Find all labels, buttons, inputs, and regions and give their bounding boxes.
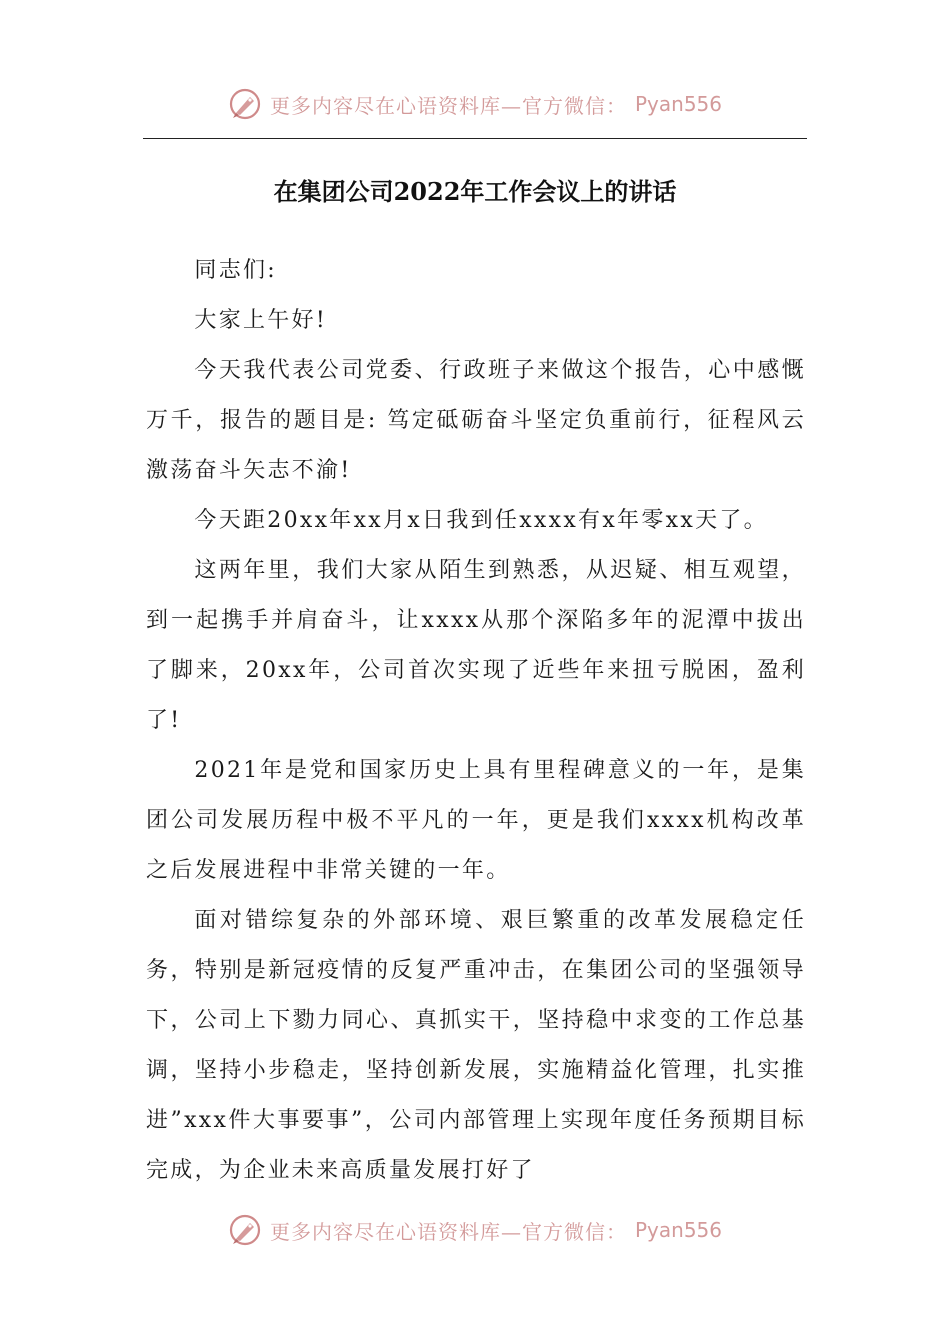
paragraph: 2021年是党和国家历史上具有里程碑意义的一年，是集团公司发展历程中极不平凡的一年，更是我们xxxx机构改革之后发展进程中非常关键的一年。 [146, 758, 806, 883]
document-body [146, 246, 806, 1196]
paragraph: 面对错综复杂的外部环境、艰巨繁重的改革发展稳定任务，特别是新冠疫情的反复严重冲击，在集团公司的坚强领导下，公司上下勠力同心、真抓实干，坚持稳中求变的工作总基调，坚持小步稳走，坚持创新发展，实施精益化管理，扎实推进”xxx件大事要事”，公司内部管理上实现年度任务预期目标完成，为企业未来高质量发展打好了 [146, 908, 806, 1183]
pen-nib-logo-icon [228, 1213, 262, 1247]
pen-nib-logo-icon [228, 87, 262, 121]
paragraph: 这两年里，我们大家从陌生到熟悉，从迟疑、相互观望，到一起携手并肩奋斗，让xxxx从那个深陷多年的泥潭中拔出了脚来，20xx年，公司首次实现了近些年来扭亏脱困，盈利了! [146, 558, 806, 733]
header-divider [143, 138, 807, 139]
paragraph-salutation: 同志们: [194, 258, 278, 283]
watermark-wechat-id: Pyan556 [634, 1218, 722, 1242]
footer-watermark [0, 1210, 950, 1250]
document-title: 在集团公司2022年工作会议上的讲话 [273, 177, 677, 206]
watermark-text: 更多内容尽在心语资料库—官方微信： [269, 93, 627, 118]
paragraph-greeting: 大家上午好! [194, 308, 328, 333]
watermark-text: 更多内容尽在心语资料库—官方微信： [269, 1219, 627, 1244]
header-watermark [0, 84, 950, 124]
paragraph: 今天距20xx年xx月x日我到任xxxx有x年零xx天了。 [194, 508, 768, 533]
watermark-wechat-id: Pyan556 [634, 92, 722, 116]
paragraph: 今天我代表公司党委、行政班子来做这个报告，心中感慨万千，报告的题目是: 笃定砥砺奋斗坚定负重前行，征程风云激荡奋斗矢志不渝! [146, 358, 806, 483]
